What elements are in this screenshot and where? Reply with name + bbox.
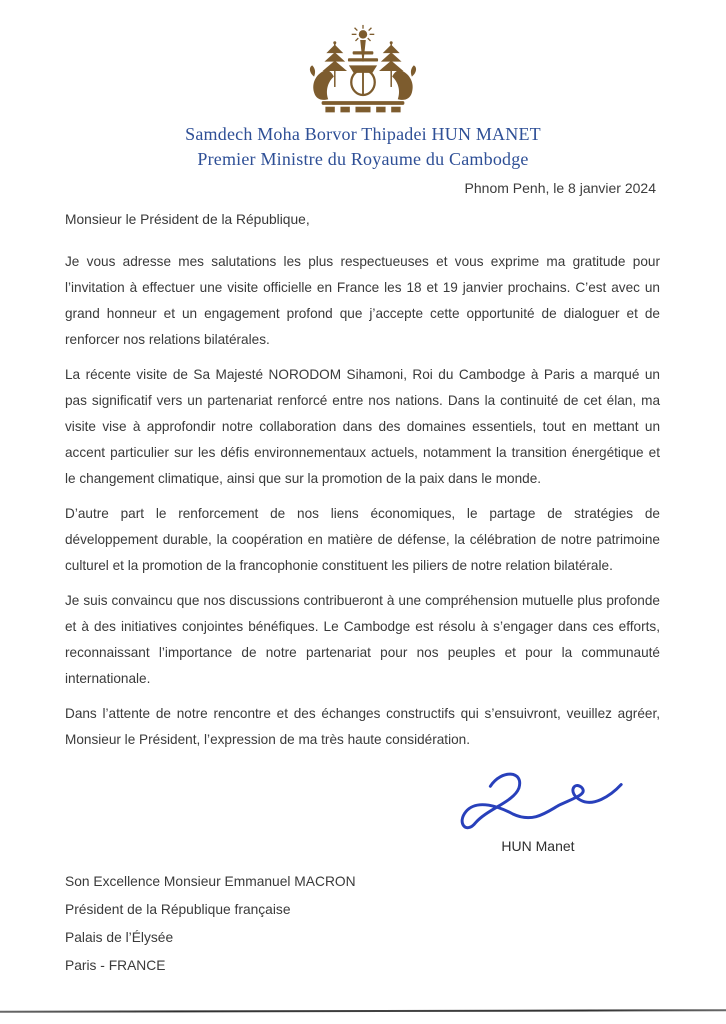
signature-block xyxy=(428,762,648,854)
recipient-line-3: Palais de l’Élysée xyxy=(65,930,174,945)
letterhead-title-line2: Premier Ministre du Royaume du Cambodge xyxy=(197,149,529,169)
paragraph-3: D’autre part le renforcement de nos liens économiques, le partage de stratégies de développement durable, la coopération en matière de défense, la célébration de notre patrimoine culturel et la promotion de la francophonie constituent les piliers de notre relation bilatérale. xyxy=(65,506,660,573)
letter-body xyxy=(0,212,726,753)
recipient-line-1: Son Excellence Monsieur Emmanuel MACRON xyxy=(65,874,356,889)
paragraph-4: Je suis convaincu que nos discussions contribueront à une compréhension mutuelle plus profonde et à des initiatives conjointes bénéfiques. Le Cambodge est résolu à s’engager dans ces efforts, reconnaissant l’importance de notre partenariat pour nos peuples et pour la communauté internationale. xyxy=(65,593,660,686)
paragraph-5: Dans l’attente de notre rencontre et des échanges constructifs qui s’ensuivront, veuillez agréer, Monsieur le Président, l’expression de ma très haute considération. xyxy=(65,706,660,747)
letterhead-title-line1: Samdech Moha Borvor Thipadei HUN MANET xyxy=(185,124,541,144)
paragraph-2: La récente visite de Sa Majesté NORODOM Sihamoni, Roi du Cambodge à Paris a marqué un pas significatif vers un partenariat renforcé entre nos nations. Dans la continuité de cet élan, ma visite vise à approfondir notre collaboration dans des domaines essentiels, tout en mettant un accent particulier sur les défis environnementaux actuels, notamment la transition énergétique et le changement climatique, ainsi que sur la promotion de la paix dans le monde. xyxy=(65,367,660,486)
royal-arms-svg xyxy=(297,24,429,118)
salutation: Monsieur le Président de la République, xyxy=(65,212,310,227)
signature-scribble-icon xyxy=(438,762,638,840)
royal-arms-of-cambodia-icon xyxy=(297,24,429,118)
scan-page-edge xyxy=(0,1009,726,1013)
recipient-line-2: Président de la République française xyxy=(65,902,291,917)
signatory-name: HUN Manet xyxy=(501,838,575,854)
paragraph-1: Je vous adresse mes salutations les plus respectueuses et vous exprime ma gratitude pour l’invitation à effectuer une visite officielle en France les 18 et 19 janvier prochains. C’est avec un grand honneur et un engagement profond que j’accepte cette opportunité de dialoguer et de renforcer nos relations bilatérales. xyxy=(65,254,660,347)
recipient-address xyxy=(0,854,726,980)
recipient-line-4: Paris - FRANCE xyxy=(65,958,166,973)
dateline: Phnom Penh, le 8 janvier 2024 xyxy=(464,180,656,196)
